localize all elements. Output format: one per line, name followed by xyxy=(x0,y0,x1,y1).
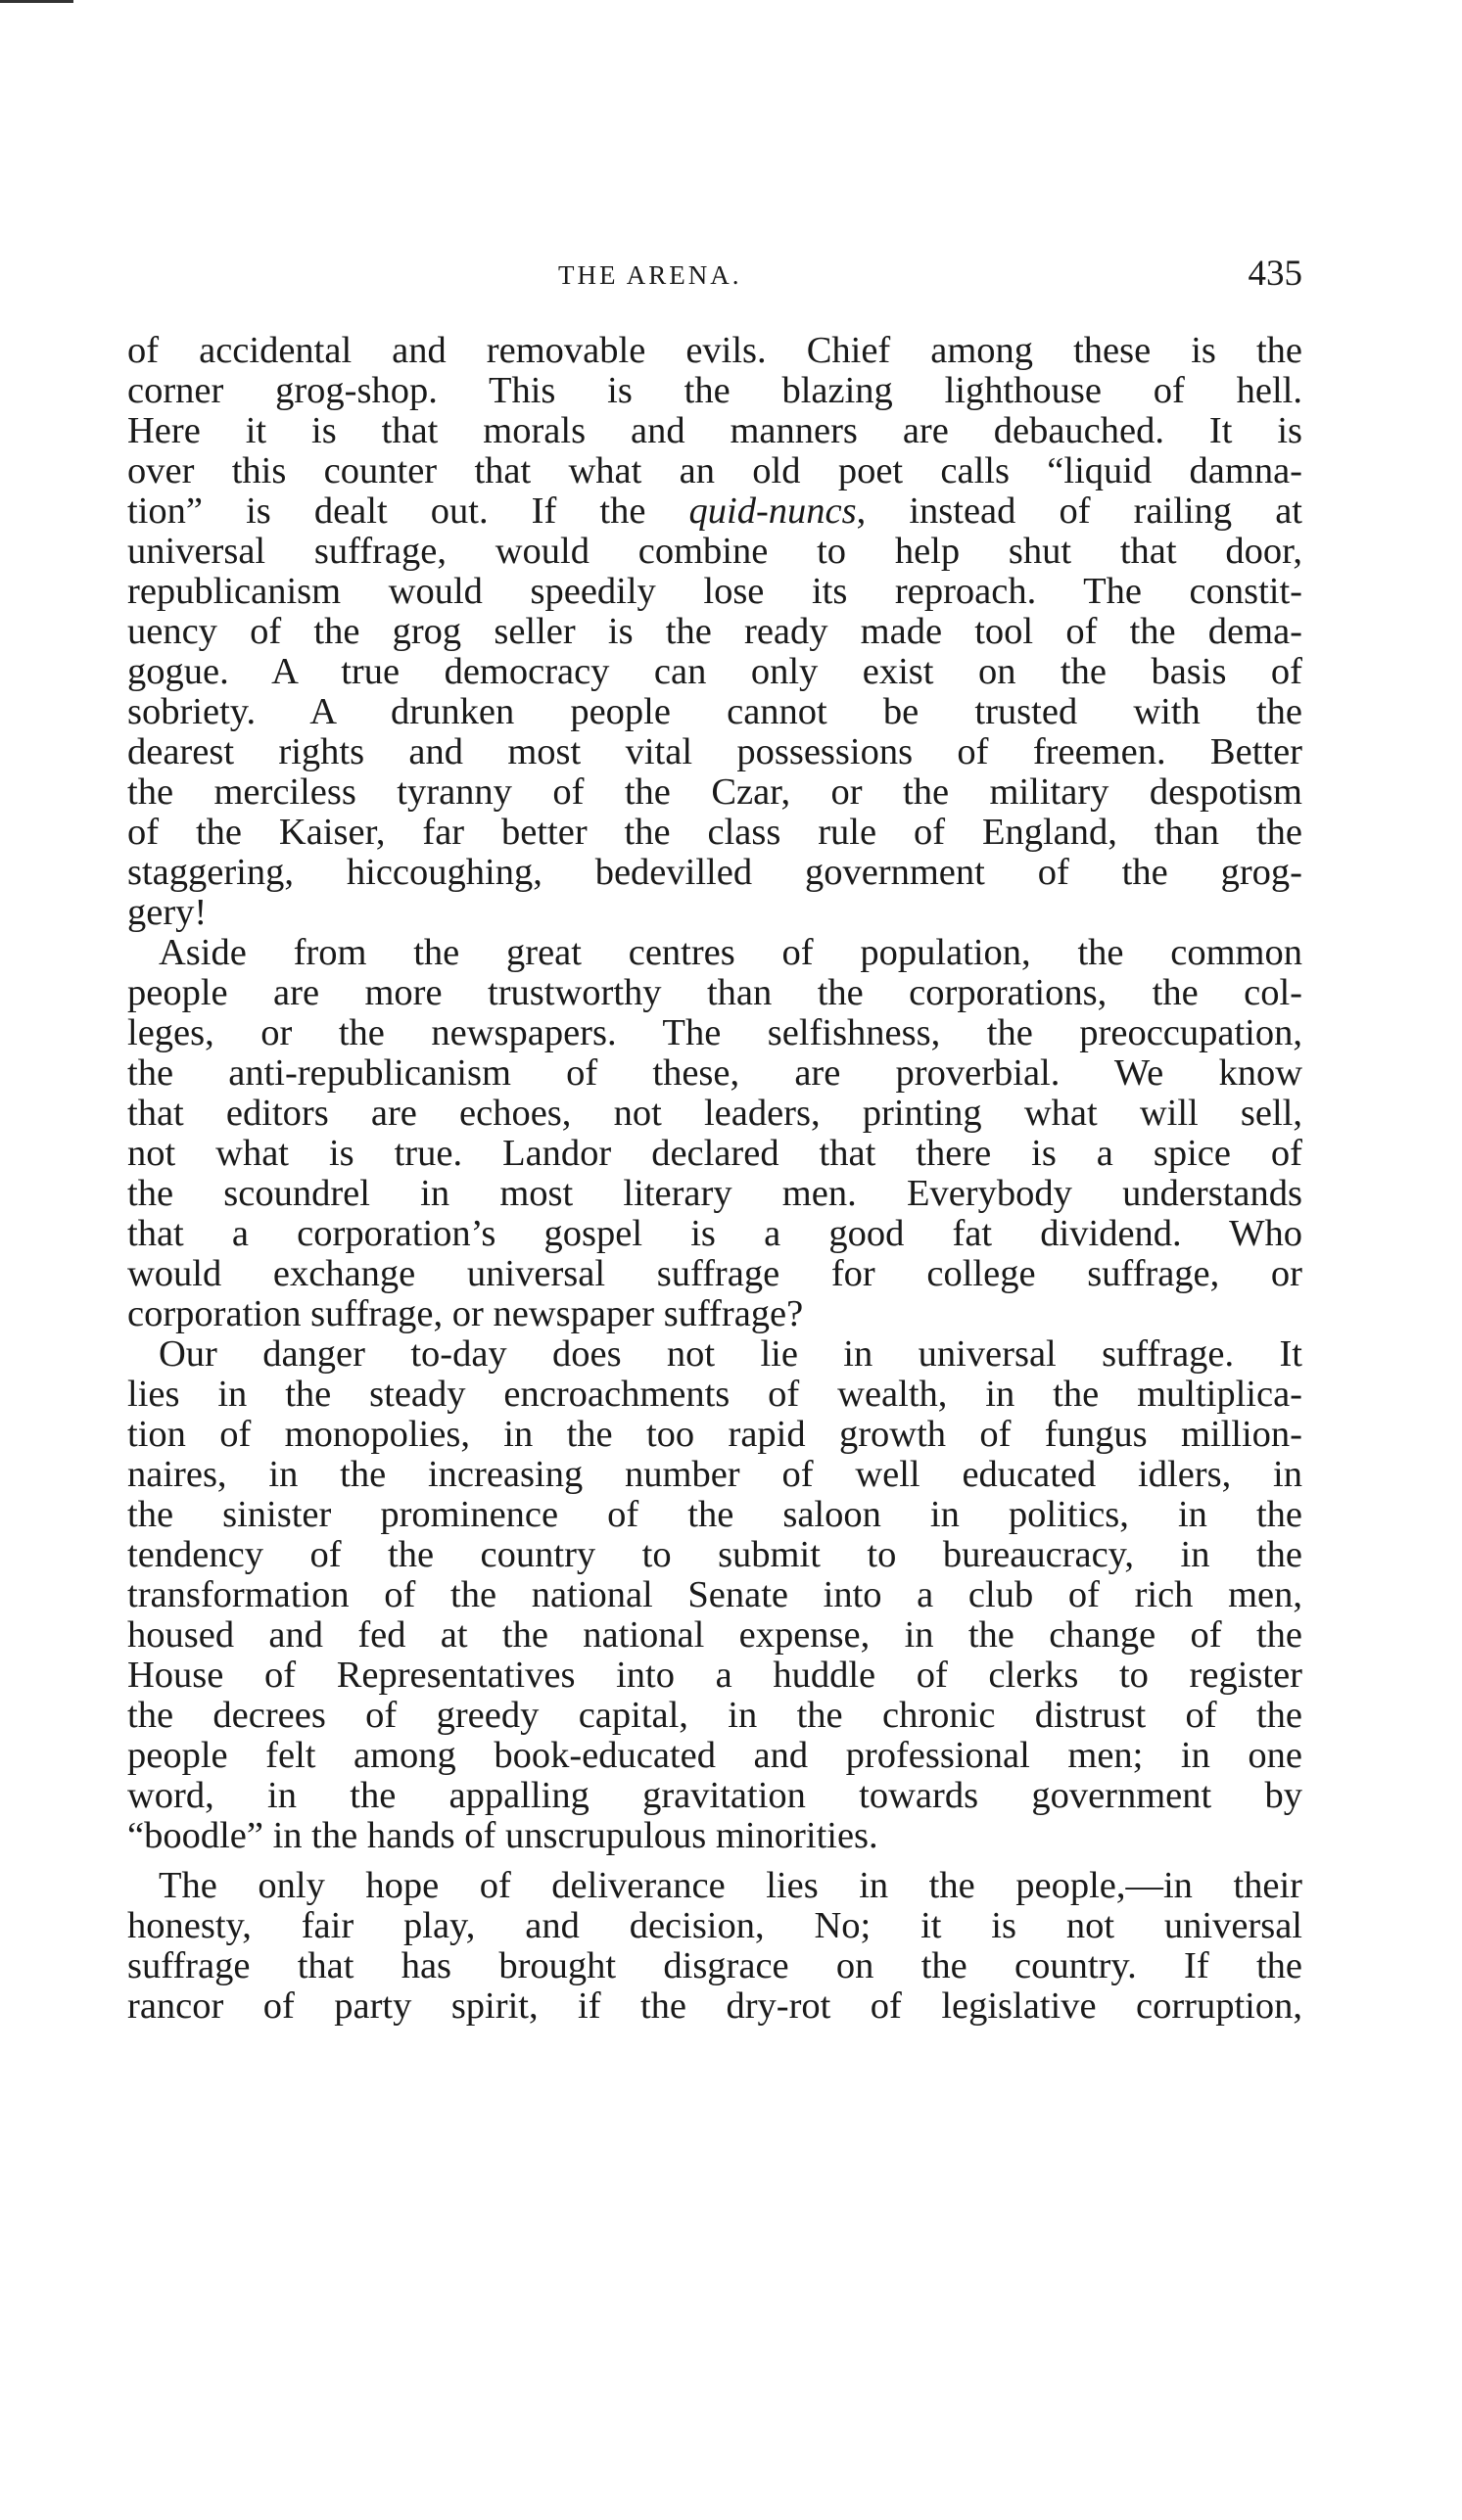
text-line: staggering, hiccoughing, bedevilled government of the grog- xyxy=(127,852,1302,893)
text-line: Our danger to-day does not lie in universal suffrage. It xyxy=(159,1333,1302,1375)
text-line: over this counter that what an old poet calls “liquid damna- xyxy=(127,450,1302,491)
text-line: House of Representatives into a huddle of clerks to register xyxy=(127,1655,1302,1696)
text-line-with-italic: tion” is dealt out. If the quid-nuncs, instead of railing at xyxy=(127,490,1302,532)
text-line: the sinister prominence of the saloon in politics, in the xyxy=(127,1494,1302,1535)
paragraph-1 xyxy=(127,331,1302,933)
text-line: naires, in the increasing number of well educated idlers, in xyxy=(127,1454,1302,1495)
text-line: people are more trustworthy than the corporations, the col- xyxy=(127,972,1302,1013)
text-line: “boodle” in the hands of unscrupulous minorities. xyxy=(127,1815,878,1856)
text-line: the anti-republicanism of these, are proverbial. We know xyxy=(127,1052,1302,1094)
text-line: people felt among book-educated and professional men; in one xyxy=(127,1735,1302,1776)
text-line: housed and fed at the national expense, in the change of the xyxy=(127,1614,1302,1656)
text-line: uency of the grog seller is the ready made tool of the dema- xyxy=(127,611,1302,652)
text-line: word, in the appalling gravitation towards government by xyxy=(127,1775,1302,1816)
page-header xyxy=(127,253,1302,302)
text-line: of the Kaiser, far better the class rule of England, than the xyxy=(127,812,1302,853)
text-line: that editors are echoes, not leaders, printing what will sell, xyxy=(127,1093,1302,1134)
text-line: tion of monopolies, in the too rapid growth of fungus million- xyxy=(127,1414,1302,1455)
text-line: gogue. A true democracy can only exist on the basis of xyxy=(127,651,1302,692)
body-text xyxy=(127,331,1302,2027)
text-line: gery! xyxy=(127,892,208,933)
text-line: suffrage that has brought disgrace on the country. If the xyxy=(127,1945,1302,1986)
text-line: the merciless tyranny of the Czar, or the military despotism xyxy=(127,771,1302,813)
text-line: Aside from the great centres of population, the common xyxy=(159,932,1302,973)
top-edge-rule xyxy=(0,0,73,3)
paragraph-2 xyxy=(127,933,1302,1334)
text-line: corner grog-shop. This is the blazing lighthouse of hell. xyxy=(127,370,1302,411)
text-line: would exchange universal suffrage for college suffrage, or xyxy=(127,1253,1302,1294)
text-line: the scoundrel in most literary men. Everybody understands xyxy=(127,1173,1302,1214)
text-line: lies in the steady encroachments of wealth, in the multiplica- xyxy=(127,1374,1302,1415)
text-line: that a corporation’s gospel is a good fat dividend. Who xyxy=(127,1213,1302,1254)
text-line: sobriety. A drunken people cannot be trusted with the xyxy=(127,691,1302,732)
text-line: corporation suffrage, or newspaper suffrage? xyxy=(127,1293,804,1334)
text-line: the decrees of greedy capital, in the chronic distrust of the xyxy=(127,1695,1302,1736)
text-line: of accidental and removable evils. Chief among these is the xyxy=(127,330,1302,371)
text-line: leges, or the newspapers. The selfishness, the preoccupation, xyxy=(127,1012,1302,1053)
text-line: The only hope of deliverance lies in the people,—in their xyxy=(159,1865,1302,1906)
text-line: rancor of party spirit, if the dry-rot of legislative corruption, xyxy=(127,1985,1302,2027)
text-line: Here it is that morals and manners are debauched. It is xyxy=(127,410,1302,451)
text-line: transformation of the national Senate into a club of rich men, xyxy=(127,1574,1302,1615)
running-head: THE ARENA. xyxy=(558,260,742,290)
text-line: honesty, fair play, and decision, No; it is not universal xyxy=(127,1905,1302,1946)
paragraph-3 xyxy=(127,1334,1302,1856)
paragraph-4 xyxy=(127,1866,1302,2027)
text-line: not what is true. Landor declared that there is a spice of xyxy=(127,1133,1302,1174)
text-line: dearest rights and most vital possessions of freemen. Better xyxy=(127,731,1302,772)
italic-term: quid-nuncs xyxy=(688,490,857,532)
page-number: 435 xyxy=(1248,254,1302,294)
text-line: republicanism would speedily lose its reproach. The constit- xyxy=(127,571,1302,612)
text-line: universal suffrage, would combine to help shut that door, xyxy=(127,531,1302,572)
text-line: tendency of the country to submit to bureaucracy, in the xyxy=(127,1534,1302,1575)
